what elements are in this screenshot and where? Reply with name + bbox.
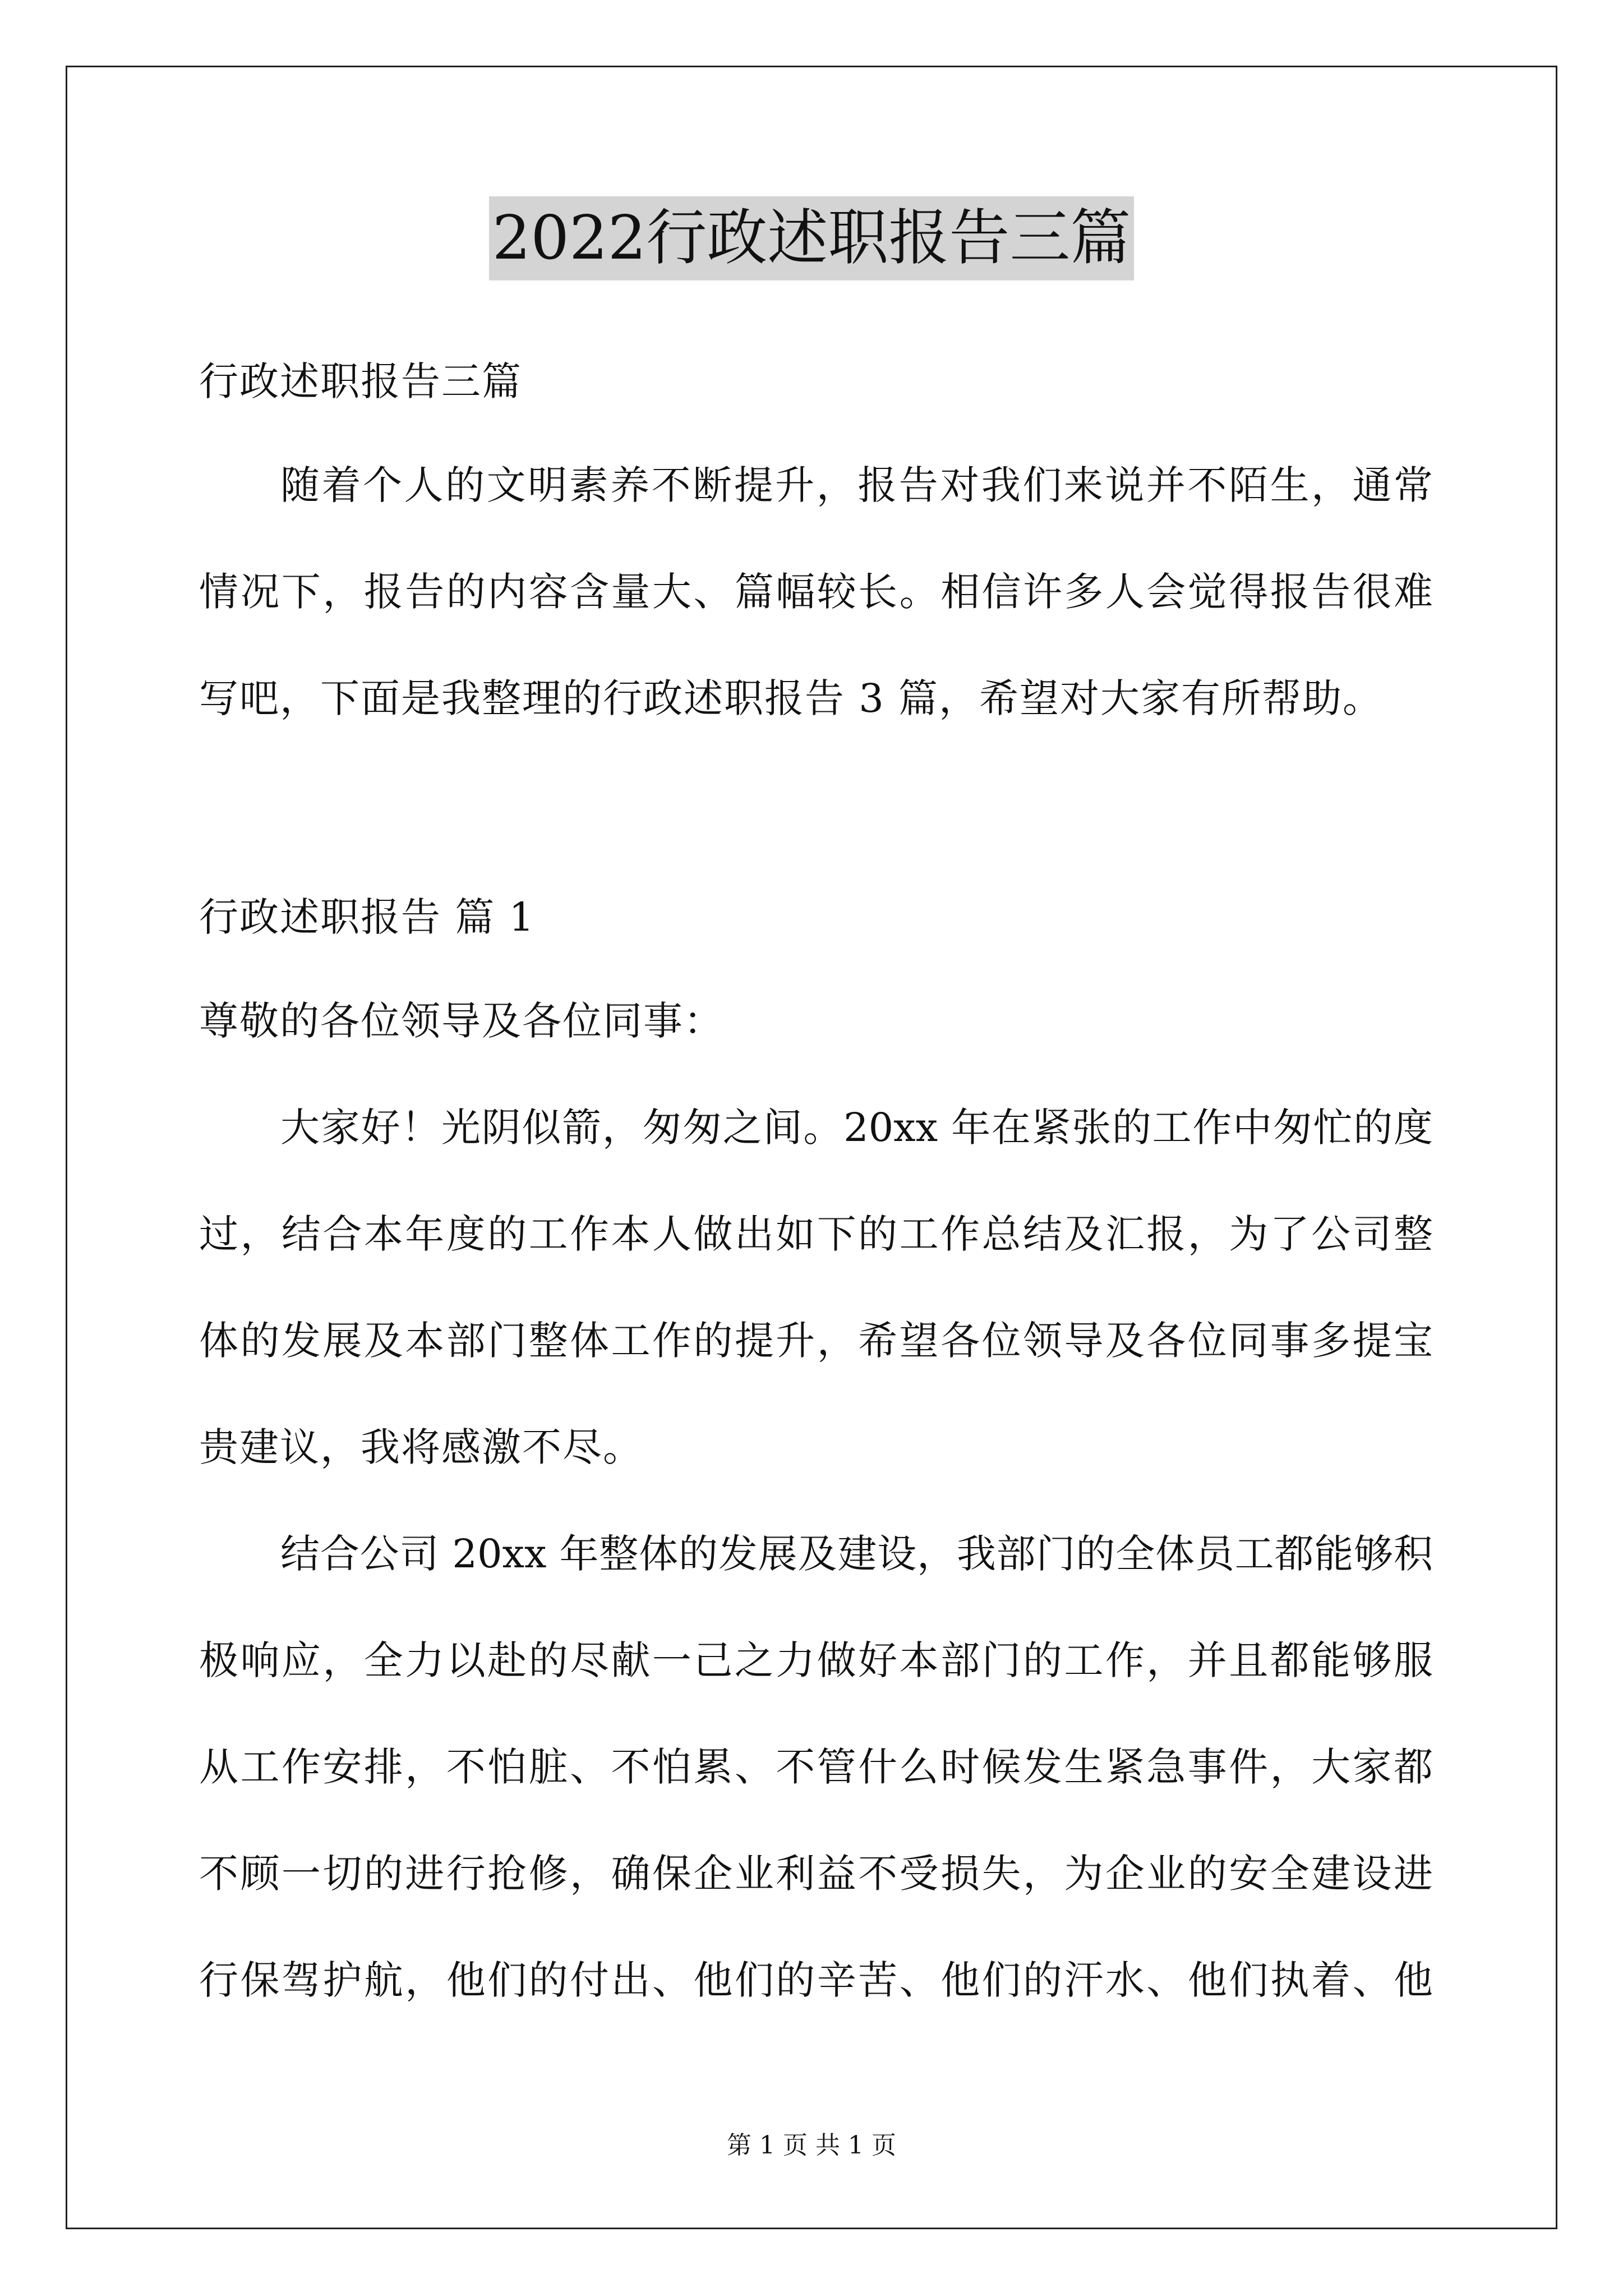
body-paragraph-line: 从工作安排，不怕脏、不怕累、不管什么时候发生紧急事件，大家都 bbox=[199, 1744, 1433, 1790]
intro-paragraph-line: 随着个人的文明素养不断提升，报告对我们来说并不陌生，通常 bbox=[280, 462, 1433, 508]
body-paragraph-line: 大家好！光阴似箭，匆匆之间。20xx 年在紧张的工作中匆忙的度 bbox=[280, 1105, 1433, 1151]
body-paragraph-line: 极响应，全力以赴的尽献一己之力做好本部门的工作，并且都能够服 bbox=[199, 1637, 1433, 1683]
body-paragraph-line: 行保驾护航，他们的付出、他们的辛苦、他们的汗水、他们执着、他 bbox=[199, 1957, 1433, 2003]
intro-paragraph-line: 情况下，报告的内容含量大、篇幅较长。相信许多人会觉得报告很难 bbox=[199, 569, 1433, 615]
section-heading: 行政述职报告 篇 1 bbox=[199, 894, 536, 940]
body-paragraph-line: 不顾一切的进行抢修，确保企业利益不受损失，为企业的安全建设进 bbox=[199, 1851, 1433, 1897]
title-container bbox=[0, 196, 1623, 280]
body-paragraph-line: 结合公司 20xx 年整体的发展及建设，我部门的全体员工都能够积 bbox=[280, 1531, 1433, 1577]
document-title: 2022行政述职报告三篇 bbox=[489, 196, 1135, 280]
salutation-line: 尊敬的各位领导及各位同事： bbox=[199, 998, 724, 1044]
subtitle-line: 行政述职报告三篇 bbox=[199, 358, 522, 404]
body-paragraph-line: 过，结合本年度的工作本人做出如下的工作总结及汇报，为了公司整 bbox=[199, 1211, 1433, 1257]
page-footer: 第 1 页 共 1 页 bbox=[727, 2131, 896, 2160]
body-paragraph-line: 体的发展及本部门整体工作的提升，希望各位领导及各位同事多提宝 bbox=[199, 1318, 1433, 1364]
intro-paragraph-line: 写吧，下面是我整理的行政述职报告 3 篇，希望对大家有所帮助。 bbox=[199, 675, 1384, 721]
body-paragraph-line: 贵建议，我将感激不尽。 bbox=[199, 1424, 643, 1470]
